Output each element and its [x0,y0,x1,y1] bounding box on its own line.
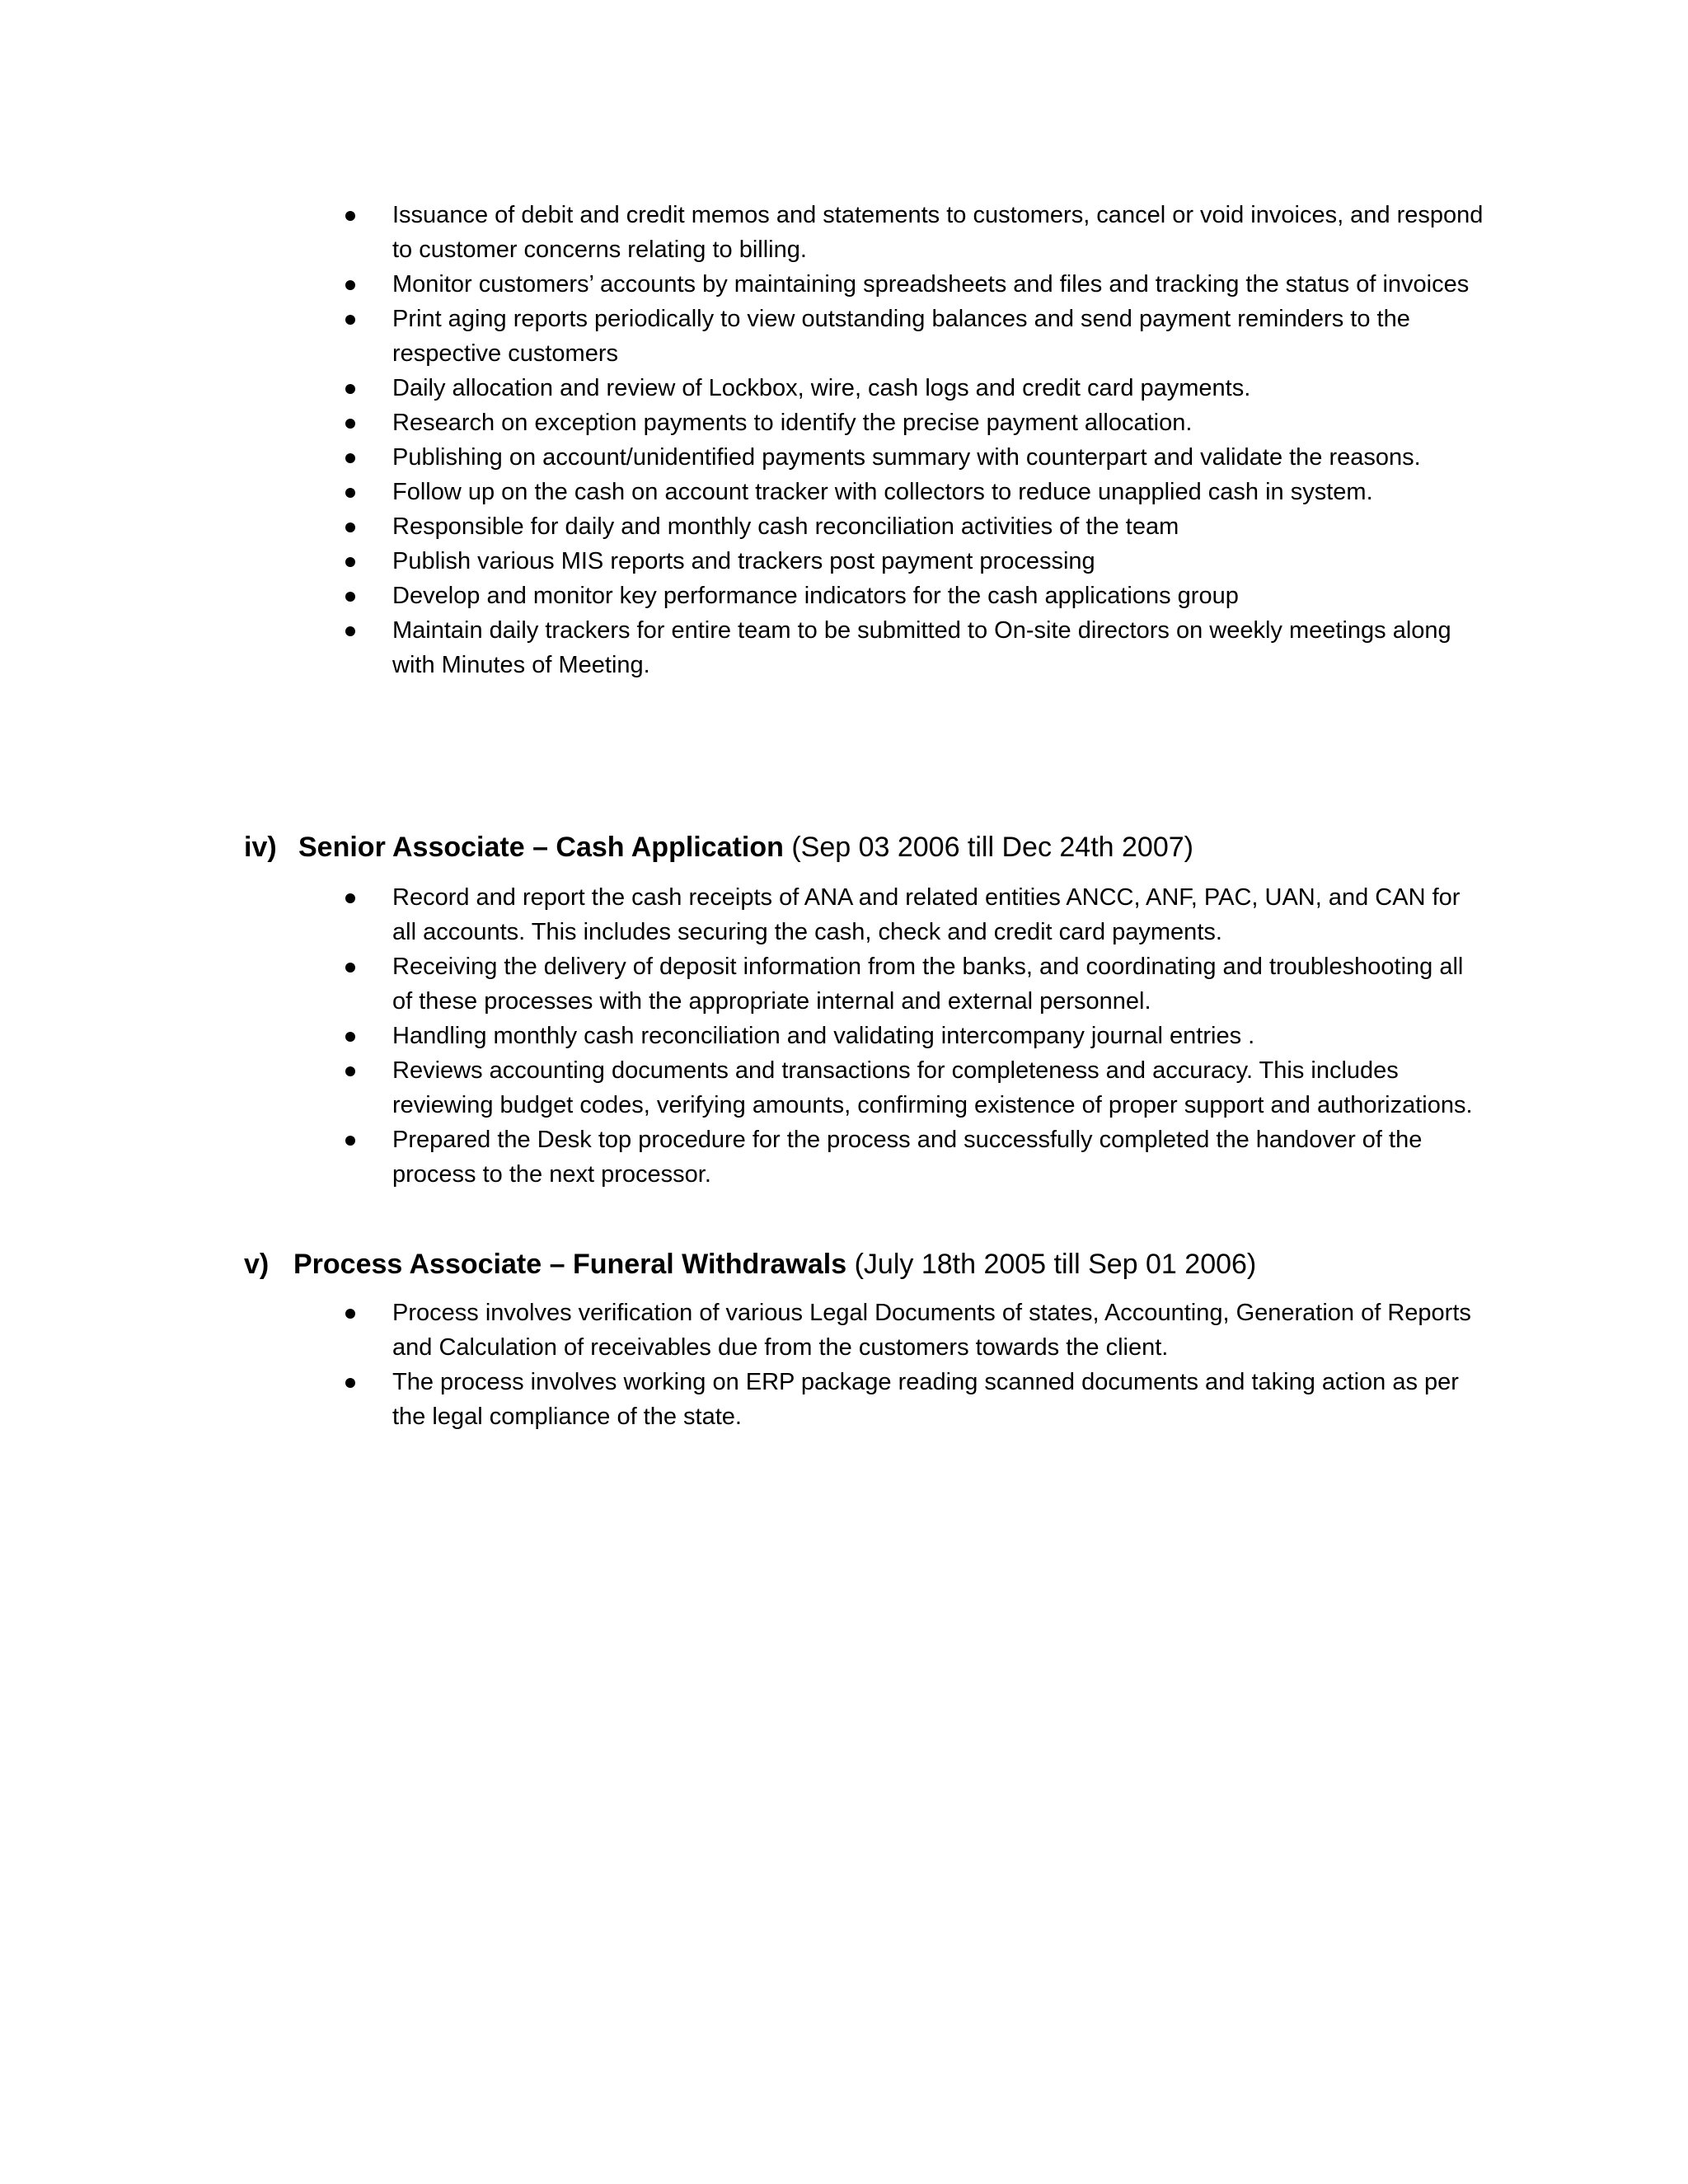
bullet-icon [345,384,355,394]
list-item [338,1019,1484,1053]
list-item-text: Monitor customers’ accounts by maintaining spreadsheets and files and tracking the status of invoices [392,271,1470,298]
list-item [338,579,1484,613]
list-item-text: Responsible for daily and monthly cash reconciliation activities of the team [392,513,1179,540]
bullet-icon [345,1136,355,1146]
list-item [338,880,1484,949]
list-item-text: Print aging reports periodically to view outstanding balances and send payment reminders to the respective customers [392,306,1410,367]
list-item-text: The process involves working on ERP package reading scanned documents and taking action as per the legal compliance of the state. [392,1369,1459,1430]
section-heading-process-associate [244,1246,1480,1282]
list-item [338,475,1484,509]
list-item-text: Publishing on account/unidentified payments summary with counterpart and validate the reasons. [392,444,1421,471]
list-item-text: Issuance of debit and credit memos and statements to customers, cancel or void invoices, and respond to customer concerns relating to billing. [392,202,1484,263]
list-item [338,949,1484,1019]
bullet-icon [345,453,355,463]
list-item-text: Follow up on the cash on account tracker with collectors to reduce unapplied cash in system. [392,479,1373,505]
list-item-text: Reviews accounting documents and transactions for completeness and accuracy. This includes reviewing budget codes, verifying amounts, confirming existence of proper support and authorizations. [392,1057,1473,1118]
list-item [338,302,1484,371]
list-item-text: Develop and monitor key performance indicators for the cash applications group [392,583,1239,609]
list-item [338,1122,1484,1192]
list-item-text: Maintain daily trackers for entire team to be submitted to On-site directors on weekly meetings along with Minutes of Meeting. [392,617,1451,678]
bullet-icon [345,557,355,567]
list-item-text: Prepared the Desk top procedure for the process and successfully completed the handover of the process to the next processor. [392,1127,1423,1188]
list-item [338,267,1484,302]
bullet-icon [345,1378,355,1388]
bullet-icon [345,893,355,903]
list-item-text: Process involves verification of various Legal Documents of states, Accounting, Generation of Reports and Calculation of receivables due from the customers towards the client. [392,1300,1471,1361]
list-item-text: Handling monthly cash reconciliation and validating intercompany journal entries . [392,1023,1255,1049]
section-dates: (Sep 03 2006 till Dec 24th 2007) [791,832,1193,863]
list-item [338,198,1484,267]
bullet-icon [345,211,355,221]
bullet-icon [345,488,355,498]
list-item [338,613,1484,682]
duties-list-continued [338,198,1484,682]
list-item [338,371,1484,405]
list-item [338,509,1484,544]
section-number: v) [244,1249,270,1280]
list-item [338,544,1484,579]
section-number: iv) [244,832,277,863]
bullet-icon [345,1032,355,1042]
duties-list-senior-associate [338,880,1484,1192]
list-item-text: Publish various MIS reports and trackers post payment processing [392,548,1095,574]
bullet-icon [345,315,355,325]
list-item-text: Daily allocation and review of Lockbox, wire, cash logs and credit card payments. [392,375,1251,401]
list-item [338,1365,1484,1434]
bullet-icon [345,963,355,972]
section-heading-senior-associate [244,829,1480,865]
duties-list-process-associate [338,1296,1484,1434]
list-item [338,1053,1484,1122]
bullet-icon [345,626,355,636]
list-item-text: Research on exception payments to identify the precise payment allocation. [392,410,1193,436]
bullet-icon [345,1309,355,1319]
list-item-text: Receiving the delivery of deposit information from the banks, and coordinating and troubleshooting all of these processes with the appropriate internal and external personnel. [392,954,1464,1015]
bullet-icon [345,523,355,532]
bullet-icon [345,592,355,602]
list-item-text: Record and report the cash receipts of ANA and related entities ANCC, ANF, PAC, UAN, and CAN for all accounts. This includes securing the cash, check and credit card payments. [392,884,1461,945]
list-item [338,440,1484,475]
section-dates: (July 18th 2005 till Sep 01 2006) [854,1249,1257,1280]
bullet-icon [345,419,355,429]
bullet-icon [345,280,355,290]
bullet-icon [345,1066,355,1076]
list-item [338,1296,1484,1365]
list-item [338,405,1484,440]
section-title: Process Associate – Funeral Withdrawals [293,1249,847,1280]
section-title: Senior Associate – Cash Application [298,832,784,863]
